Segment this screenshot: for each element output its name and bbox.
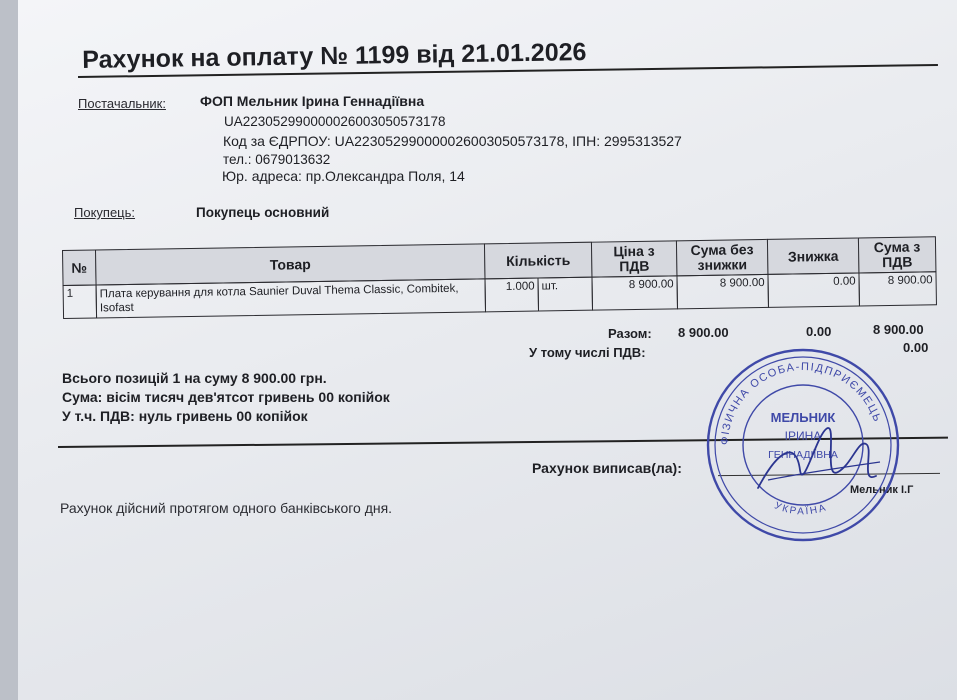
header-discount: Знижка	[767, 237, 860, 274]
buyer-name: Покупець основний	[196, 205, 330, 220]
header-qty: Кількість	[484, 242, 593, 280]
invoice-sheet	[18, 0, 957, 700]
stamp-line-2: ІРИНА	[784, 429, 822, 443]
vat-value: 0.00	[903, 340, 929, 355]
stamp-ring-text: ФІЗИЧНА ОСОБА-ПІДПРИЄМЕЦЬ	[718, 360, 884, 446]
totals-discount: 0.00	[806, 324, 832, 339]
supplier-account: UA223052990000026003050573178	[224, 114, 446, 129]
totals-sum-no-discount: 8 900.00	[678, 325, 729, 340]
stamp-bottom-text: УКРАЇНА	[772, 500, 829, 518]
row-discount: 0.00	[767, 272, 860, 307]
vat-label: У тому числі ПДВ:	[529, 345, 646, 360]
supplier-label: Постачальник:	[78, 96, 166, 111]
header-sum-vat: Сума з ПДВ	[858, 236, 937, 273]
row-num: 1	[63, 284, 98, 319]
row-sum-no-discount: 8 900.00	[676, 274, 769, 309]
items-table	[62, 236, 937, 326]
row-price: 8 900.00	[591, 275, 678, 310]
supplier-codes: Код за ЄДРПОУ: UA223052990000026003050573178, ІПН: 2995313527	[223, 133, 682, 149]
summary-vat-words: У т.ч. ПДВ: нуль гривень 00 копійок	[62, 408, 308, 424]
header-price: Ціна з ПДВ	[591, 240, 678, 277]
header-item: Товар	[95, 243, 486, 285]
supplier-name: ФОП Мельник Ірина Геннадіївна	[200, 93, 425, 109]
totals-label: Разом:	[608, 326, 652, 341]
row-item: Плата керування для котла Saunier Duval Thema Classic, Combitek, Isofast	[96, 278, 486, 318]
header-sum-no-discount: Сума без знижки	[676, 239, 769, 276]
supplier-phone: тел.: 0679013632	[223, 152, 331, 167]
invoice-title: Рахунок на оплату № 1199 від 21.01.2026	[82, 38, 587, 74]
summary-positions: Всього позицій 1 на суму 8 900.00 грн.	[62, 370, 327, 386]
validity-note: Рахунок дійсний протягом одного банківського дня.	[60, 500, 393, 516]
header-num: №	[62, 249, 97, 286]
buyer-label: Покупець:	[74, 205, 136, 220]
row-qty: 1.000	[484, 278, 539, 313]
summary-amount-words: Сума: вісім тисяч дев'ятсот гривень 00 копійок	[62, 389, 390, 405]
row-unit: шт.	[537, 277, 593, 312]
stamp-line-3: ГЕННАДІЇВНА	[768, 449, 838, 461]
row-sum-vat: 8 900.00	[858, 271, 937, 306]
signer-name: Мельник І.Г	[850, 484, 914, 496]
stamp-line-1: МЕЛЬНИК	[770, 410, 836, 425]
signature-label: Рахунок виписав(ла):	[532, 460, 682, 476]
handwritten-signature	[748, 410, 888, 510]
supplier-address: Юр. адреса: пр.Олександра Поля, 14	[222, 168, 465, 184]
totals-sum-vat: 8 900.00	[873, 322, 924, 337]
